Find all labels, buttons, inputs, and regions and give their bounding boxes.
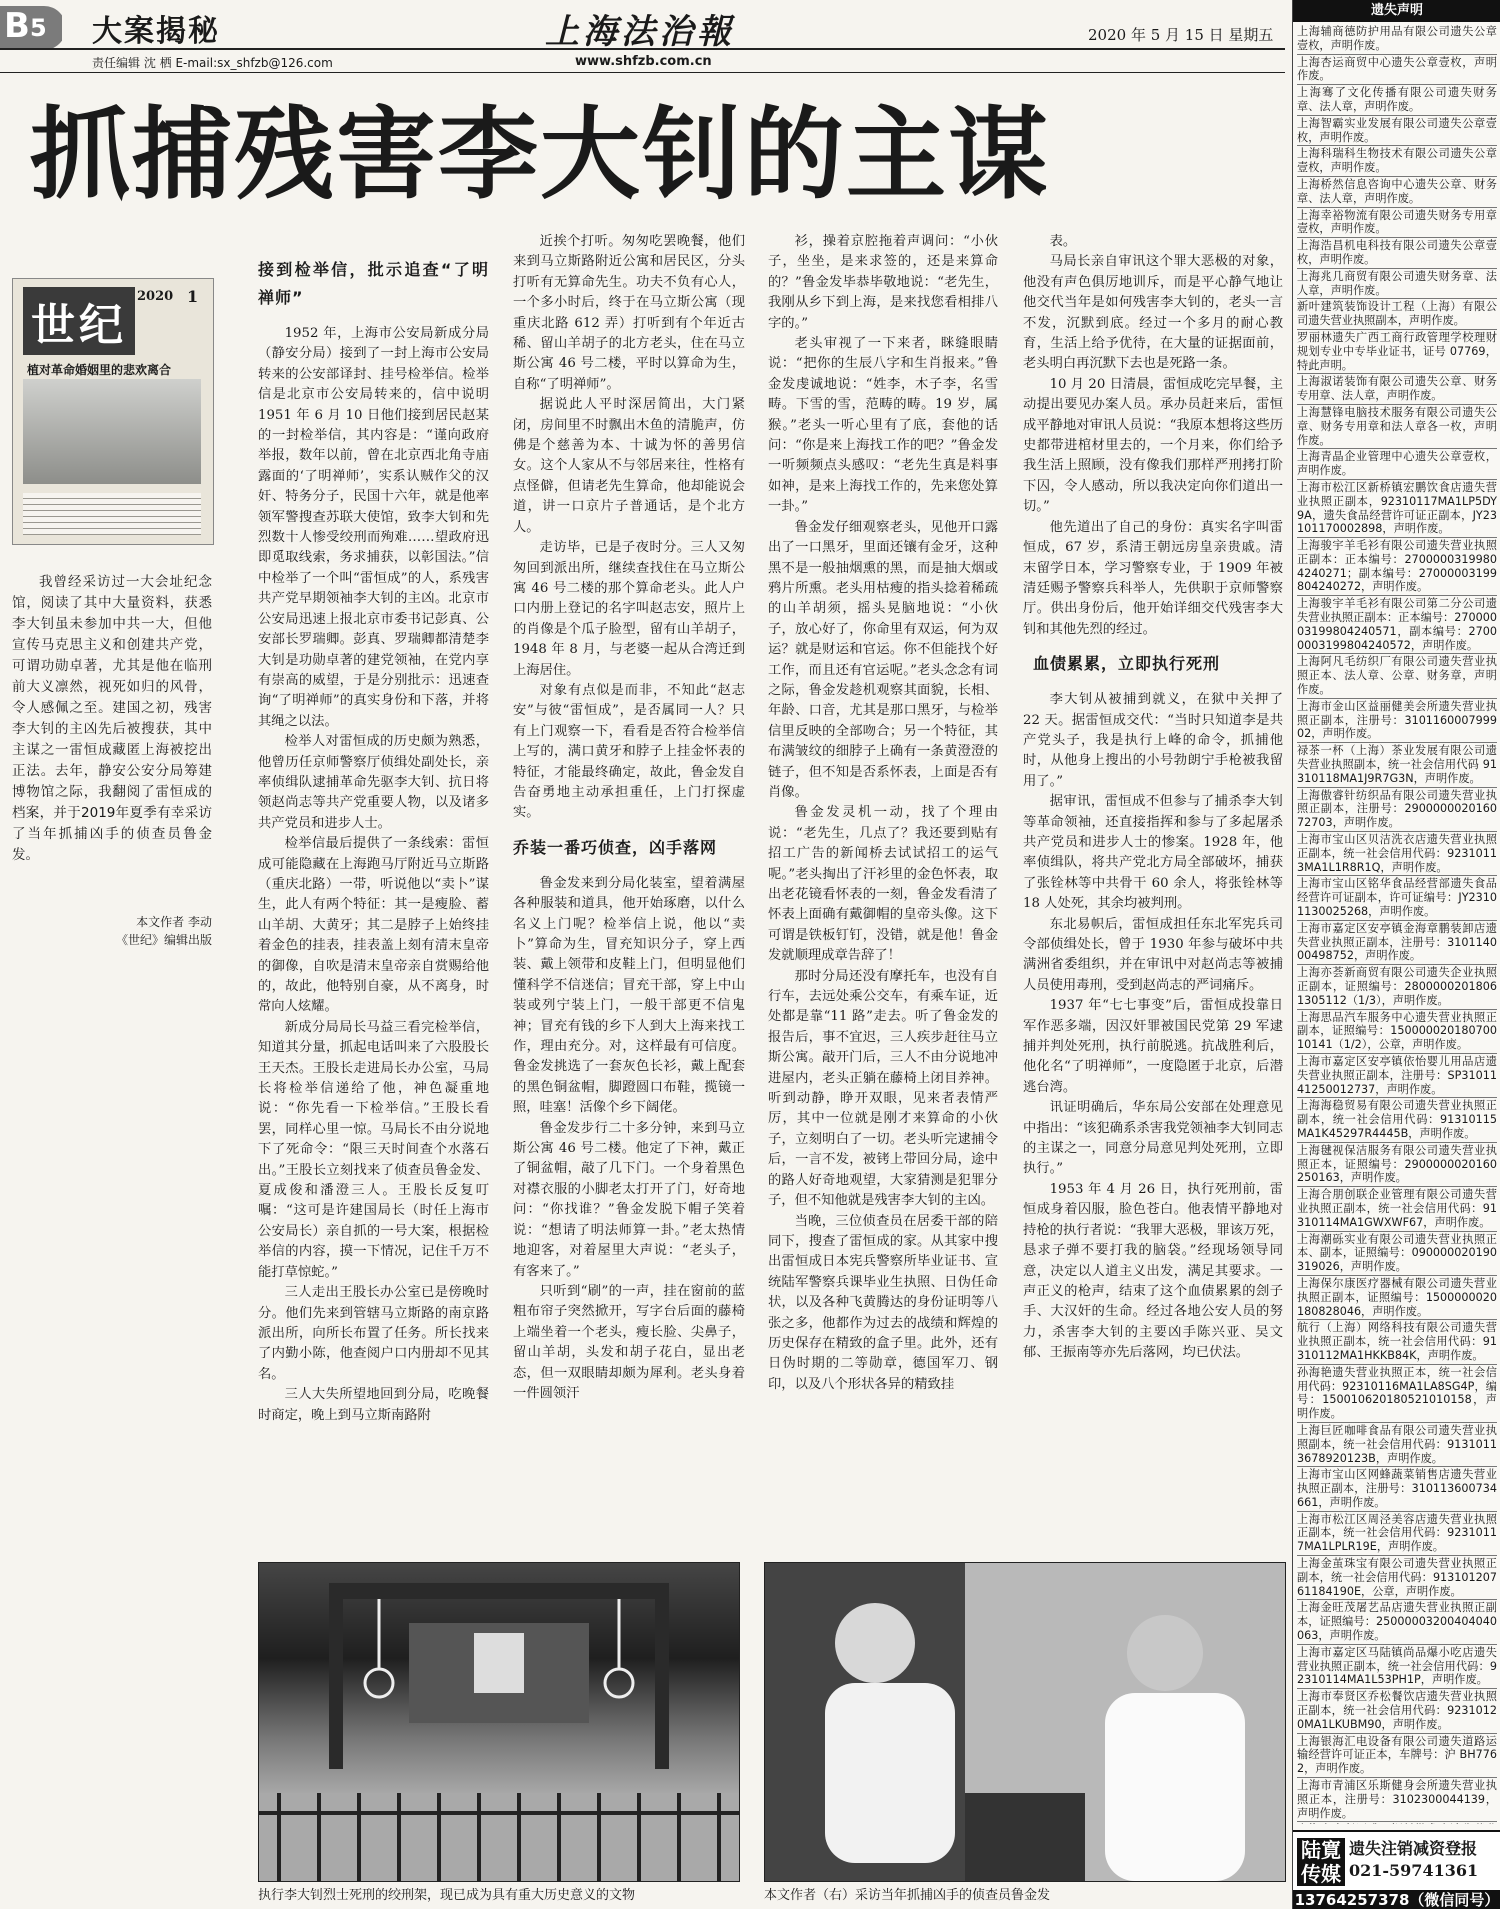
page-number: 5 [30, 14, 47, 42]
gallows-illustration [259, 1563, 739, 1881]
classified-ad: 上海桥然信息咨询中心遗失公章、财务章、法人章，声明作废。 [1297, 177, 1497, 208]
article-paragraph: 近挨个打听。匆匆吃罢晚餐，他们来到马立斯路附近公寓和居民区，分头打听有无算命先生。功夫不负有心人，一个多小时后，终于在马立斯公寓（现重庆北路 612 弄）打听到有个年近古稀、留山羊胡子的北方老头，住在马立斯公寓 46 号二楼，平时以算命为生，自称“了明禅师”。 [513, 234, 745, 392]
byline-author: 本文作者 李动 [136, 915, 212, 929]
classified-ad: 上海淑诺装饰有限公司遗失公章、财务专用章、法人章，声明作废。 [1297, 374, 1497, 405]
header-rule-top [0, 48, 1285, 50]
cover-subtitle: 植对革命婚姻里的悲欢离合 [27, 363, 172, 377]
article-paragraph: 鲁金发仔细观察老头，见他开口露出了一口黑牙，里面还镶有金牙，这种黑不是一般抽烟熏的黑，而是抽大烟或鸦片所熏。老头用枯瘦的指头捻着稀疏的山羊胡须，摇头晃脑地说：“小伙子，放心好了，你命里有双运，何为双运？就是财运和官运。你不但能找个好工作，而且还有官运呢。”老头念念有词之际，鲁金发趁机观察其面貌，长相、年龄、口音，尤其是那口黑牙，与检举信里反映的全部吻合；另一个特征，其布满皱纹的细脖子上确有一条黄澄澄的链子，但不知是否系怀表，上面是否有肖像。 [768, 519, 998, 800]
cover-magazine-name: 世纪 [23, 287, 135, 355]
magazine-cover-image [12, 278, 214, 545]
article-paragraph: 1952 年，上海市公安局新成分局（静安分局）接到了一封上海市公安局转来的公安部译封、挂号检举信。检举信是北京市公安局转来的，信中说明 1951 年 6 月 10 日他们接到居民赵某的一封检举信，其内容是：“谨向政府举报，数年以前，曾在北京西北角寺庙露面的‘了明禅师’，实系认贼作父的汉奸、特务分子，民国十六年，就是他率领军警搜查苏联大使馆，致李大钊和先烈数十人惨受绞刑而殉难……望政府迅即觅取线索，务求捕获，以彰国法。”信中检举了一个叫“雷恒成”的人，系残害共产党早期领袖李大钊的主凶。北京市公安局迅速上报北京市委书记彭真、公安部长罗瑞卿。彭真、罗瑞卿都清楚李大钊是功勋卓著的建党领袖，在党内享有崇高的威望，于是分别批示：迅速查询“了明禅师”的真实身份和下落，并将其绳之以法。 [258, 326, 489, 729]
article-paragraph: 鲁金发来到分局化装室，望着满屋各种服装和道具，他开始琢磨，以什么名义上门呢？检举信上说，他以“卖卜”算命为生，冒充知识分子，穿上西装、戴上领带和皮鞋上门，但明显他们懂科学不信迷信；冒充干部，穿上中山装或列宁装上门，一般干部更不信鬼神；冒充有钱的乡下人到大上海来找工作，理由充分。对，这样最有可信度。鲁金发挑选了一套灰色长衫，戴上配套的黑色铜盆帽，脚蹬圆口布鞋，揽镜一照，哇塞！活像个乡下阔佬。 [513, 875, 745, 1116]
classified-ad: 上海浩昌机电科技有限公司遗失公章壹枚，声明作废。 [1297, 238, 1497, 269]
photo-caption-1: 执行李大钊烈士死刑的绞刑架，现已成为具有重大历史意义的文物 [258, 1888, 636, 1903]
classified-ad: 上海保尔康医疗器械有限公司遗失营业执照正副本，证照编号：1500000020180828046，声明作废。 [1297, 1276, 1497, 1320]
article-paragraph: 他先道出了自己的身份：真实名字叫雷恒成，67 岁，系清王朝远房皇亲贵戚。清末留学日本，学习警察专业，于 1909 年被清廷赐予警察兵科举人，先供职于京师警察厅。供出身份后，他开始详细交代残害李大钊和其他先烈的经过。 [1023, 519, 1283, 637]
intro-text: 我曾经采访过一大会址纪念馆，阅读了其中大量资料，获悉李大钊虽未参加中共一大，但他宣传马克思主义和创建共产党，可谓功勋卓著，尤其是他在临刑前大义凛然，视死如归的风骨，令人感佩之至。建国之初，残害李大钊的主凶先后被搜获，其中主谋之一雷恒成藏匿上海被挖出正法。去年，静安公安分局筹建博物馆之际，我翻阅了雷恒成的档案，并于2019年夏季有幸采访了当年抓捕凶手的侦查员鲁金发。 [12, 574, 212, 863]
classified-ad: 新叶建筑装饰设计工程（上海）有限公司遗失营业执照副本，声明作废。 [1297, 299, 1497, 330]
gallows-photo [258, 1562, 740, 1882]
editor-line: 责任编辑 沈 栖 E-mail:sx_shfzb@126.com [92, 56, 333, 70]
classified-ad: 上海辅商德防护用品有限公司遗失公章壹枚，声明作废。 [1297, 24, 1497, 55]
header-rule-bottom [0, 72, 1285, 73]
section-title: 大案揭秘 [92, 14, 220, 49]
classified-ad: 上海科瑞科生物技术有限公司遗失公章壹枚，声明作废。 [1297, 146, 1497, 177]
article-paragraph: 三人走出王股长办公室已是傍晚时分。他们先来到管辖马立斯路的南京路派出所，向所长布置了任务。所长找来了内勤小陈，他查阅户口内册却不见其名。 [258, 1285, 489, 1382]
author-intro [12, 572, 212, 866]
article-paragraph: 据说此人平时深居简出，大门紧闭，房间里不时飘出木鱼的清脆声，仿佛是个慈善为本、十诚为怀的善男信女。这个人家从不与邻居来往，性格有点怪僻，但请老先生算命，他却能说会道，讲一口京片子普通话，是个北方人。 [513, 397, 745, 535]
newspaper-masthead: 上海法治報 [545, 12, 735, 52]
classified-ad: 上海骞了文化传播有限公司遗失财务章、法人章，声明作废。 [1297, 85, 1497, 116]
article-paragraph: 东北易帜后，雷恒成担任东北军宪兵司令部侦缉处长，曾于 1930 年参与破坏中共满洲省委组织，并在审讯中对赵尚志等被捕人员使用毒刑，受到赵尚志的严词痛斥。 [1023, 916, 1283, 993]
article-column-2 [513, 232, 745, 1554]
col3-body [768, 232, 998, 1395]
ad-slogan-text: 遗失注销减资登报 [1349, 1839, 1478, 1858]
subheading-3: 血债累累，立即执行死刑 [1033, 654, 1221, 674]
cover-photo [23, 379, 201, 484]
article-paragraph: 三人大失所望地回到分局，吃晚餐时商定，晚上到马立斯南路附 [258, 1387, 489, 1423]
classified-ad: 上海潮砾实业有限公司遗失营业执照正本、副本，证照编号：090000020190319026，声明作废。 [1297, 1232, 1497, 1276]
classified-ad: 上海市嘉定区安亭镇金海章鹏装卸店遗失营业执照正副本，注册号：310114000498752，声明作废。 [1297, 921, 1497, 965]
cover-text-block [23, 493, 201, 535]
website-url: www.shfzb.com.cn [575, 54, 712, 69]
article-paragraph: 对象有点似是而非，不知此“赵志安”与彼“雷恒成”，是否属同一人？只有上门观察一下，看看是否符合检举信上写的，满口黄牙和脖子上挂金怀表的特征，才能最终确定，故此，鲁金发自告奋勇地主动承担重任，上门打探虚实。 [513, 682, 745, 821]
article-paragraph: 鲁金发灵机一动，找了个理由说：“老先生，几点了？我还要到贴有招工广告的新闻桥去试试招工的运气呢。”老头掏出了汗衫里的金色怀表，取出老花镜看怀表的一刻，鲁金发看清了怀表上面确有戴御帽的皇帝头像。这下可谓是铁板钉钉，没错，就是他！鲁金发就顺理成章告辞了！ [768, 805, 998, 964]
article-paragraph: 鲁金发步行二十多分钟，来到马立斯公寓 46 号二楼。他定了下神，戴正了铜盆帽，敲了几下门。一个身着黑色对襟衣服的小脚老太打开了门，好奇地问：“你找谁？”鲁金发脱下帽子笑着说：“想请了明法师算一卦。”老太热情地迎客，对着屋里大声说：“老头子，有客来了。” [513, 1120, 745, 1279]
classified-ad: 上海兆几商贸有限公司遗失财务章、法人章，声明作废。 [1297, 269, 1497, 300]
classified-ad: 上海骏宇羊毛衫有限公司第二分公司遗失营业执照正副本：正本编号：27000003199804240571，副本编号：27000003199804240572，声明作废。 [1297, 596, 1497, 654]
cover-issue: 1 [187, 287, 199, 306]
classified-ad: 上海市奉贤区乔松餐饮店遗失营业执照正副本，统一社会信用代码：92310120MA1LKUBM90，声明作废。 [1297, 1689, 1497, 1733]
interview-photo [764, 1562, 1286, 1882]
article-paragraph: 检举信最后提供了一条线索：雷恒成可能隐藏在上海跑马厅附近马立斯路（重庆北路）一带，听说他以“卖卜”谋生，此人有两个特征：其一是瘦脸、蓄山羊胡、大黄牙；其二是脖子上始终挂着金色的挂表，挂表盖上刻有清末皇帝的御像，自吹是清末皇帝亲自赏赐给他的，故此，他特别自豪，从不离身，时常向人炫耀。 [258, 836, 489, 1015]
classifieds-footer [1293, 1830, 1500, 1909]
classified-ad: 上海巨匠咖啡食品有限公司遗失营业执照副本，统一社会信用代码：91310113678920123B，声明作废。 [1297, 1423, 1497, 1467]
classified-ad: 上海市嘉定区安亭镇依怡婴儿用品店遗失营业执照正副本，注册号：SP3101141250012737，声明作废。 [1297, 1054, 1497, 1098]
article-paragraph: 据审讯，雷恒成不但参与了捕杀李大钊等革命领袖，还直接指挥和参与了多起屠杀共产党员和进步人士的惨案。1928 年，他率侦缉队，将共产党北方局全部破坏，捕获了张铨林等中共骨干 60 余人，将张铨林等 18 人处死，其余均被判刑。 [1023, 794, 1283, 912]
classified-ad: 上海亦荟新商贸有限公司遗失企业执照正副本，证照编号：28000002018061305112（1/3），声明作废。 [1297, 965, 1497, 1009]
classified-ad: 上海合朋创联企业管理有限公司遗失营业执照正副本，统一社会信用代码：91310114MA1GWXWF67，声明作废。 [1297, 1187, 1497, 1231]
classified-ad: 上海杏运商贸中心遗失公章壹枚，声明作废。 [1297, 55, 1497, 86]
article-paragraph: 马局长亲自审讯这个罪大恶极的对象，他没有声色俱厉地训斥，而是平心静气地让他交代当年是如何残害李大钊的，老头一言不发，沉默到底。经过一个多月的耐心教育，生活上给予优待，在大量的证据面前，老头明白再沉默下去也是死路一条。 [1023, 254, 1283, 372]
article-column-4 [1023, 232, 1283, 1554]
ad-phone-mobile: 13764257378（微信同号） [1294, 1891, 1500, 1909]
classified-ad: 上海金旺茂屠艺品店遗失营业执照正副本，证照编号：25000003200404040063，声明作废。 [1297, 1600, 1497, 1644]
classified-ad [1297, 1822, 1497, 1824]
col2-body-b [513, 874, 745, 1405]
classified-ad: 上海傲睿针纺织品有限公司遗失营业执照正副本，注册号：290000002016072703，声明作废。 [1297, 788, 1497, 832]
classified-ad: 上海市松江区新桥镇宏鹏饮食店遗失营业执照正副本，92310117MA1LP5DY9A，遗失食品经营许可证正副本，JY23101170002898，声明作废。 [1297, 480, 1497, 538]
classified-ad: 上海市青浦区乐斯健身会所遗失营业执照正本，注册号：3102300044139，声明作废。 [1297, 1778, 1497, 1822]
classified-ad: 上海市松江区周泾美容店遗失营业执照正副本，统一社会信用代码：92310117MA1LPLR19E，声明作废。 [1297, 1512, 1497, 1556]
classified-ad: 上海银海汇电设备有限公司遗失道路运输经营许可证正本，车牌号：沪 BH7762，声明作废。 [1297, 1734, 1497, 1778]
article-headline: 抓捕残害李大钊的主谋 [30, 96, 1050, 213]
byline [12, 913, 212, 949]
classified-ad: 上海市宝山区铭华食品经营部遗失食品经营许可证副本，许可证编号：JY23101130025268，声明作废。 [1297, 876, 1497, 920]
page-letter: B [4, 6, 30, 46]
article-paragraph: 讯证明确后，华东局公安部在处理意见中指出：“该犯确系杀害我党领袖李大钊同志的主谋之一，同意分局意见判处死刑，立即执行。” [1023, 1100, 1283, 1177]
article-paragraph: 老头审视了一下来者，眯缝眼睛说：“把你的生辰八字和生肖报来。”鲁金发虔诚地说：“姓李，木子李，名雪畴。下雪的雪，范畴的畴。19 岁，属猴。”老头一听心里有了底，套他的话问：“你是来上海找工作的吧？”鲁金发一听频频点头感叹：“老先生真是料事如神，是来上海找工作的，先来您处算一卦。” [768, 336, 998, 515]
article-column-3 [768, 232, 998, 1554]
classified-ad: 上海金茧珠宝有限公司遗失营业执照正副本，统一社会信用代码：91310120761184190E，公章，声明作废。 [1297, 1556, 1497, 1600]
classifieds-column [1292, 0, 1500, 1909]
classified-ad: 上海阿凡毛纺织厂有限公司遗失营业执照正本、法人章、公章、财务章，声明作废。 [1297, 654, 1497, 698]
ad-phone-landline: 021-59741361 [1349, 1861, 1479, 1880]
classified-ad: 罗丽林遗失广西工商行政管理学校理财规划专业中专毕业证书，证号 07769，特此声明。 [1297, 330, 1497, 374]
subheading-2: 乔装一番巧侦查，凶手落网 [513, 837, 718, 857]
byline-publisher: 《世纪》编辑出版 [115, 933, 212, 947]
article-paragraph: 检举人对雷恒成的历史颇为熟悉，他曾历任京师警察厅侦缉处副处长，亲率侦缉队逮捕革命先驱李大钊、抗日将领赵尚志等共产党重要人物，以及诸多共产党员和进步人士。 [258, 734, 489, 831]
col2-body-a [513, 232, 745, 824]
classified-ad: 上海慧锋电脑技术服务有限公司遗失公章、财务专用章和法人章各一枚，声明作废。 [1297, 405, 1497, 449]
classified-ad: 孙海艳遗失营业执照正本，统一社会信用代码：92310116MA1LA8SG4P，编号：150010620180521010158，声明作废。 [1297, 1365, 1497, 1423]
classifieds-list [1297, 24, 1497, 1824]
ad-agency-logo: 陆寛传媒 [1297, 1838, 1345, 1886]
classifieds-header: 遗失声明 [1293, 0, 1500, 22]
classified-ad: 上海市嘉定区马陆镇尚品爆小吃店遗失营业执照正副本，统一社会信用代码：92310114MA1L53PH1P，声明作废。 [1297, 1645, 1497, 1689]
classified-ad: 上海海稳贸易有限公司遗失营业执照正副本，统一社会信用代码：91310115MA1K45297R4445B，声明作废。 [1297, 1098, 1497, 1142]
article-paragraph: 只听到“刷”的一声，挂在窗前的蓝粗布帘子突然掀开，写字台后面的藤椅上端坐着一个老头，瘦长脸、尖鼻子，留山羊胡，头发和胡子花白，显出老态，但一双眼睛却颇为犀利。老头身着一件圆领汗 [513, 1283, 745, 1401]
article-paragraph: 那时分局还没有摩托车，也没有自行车，去远处乘公交车，有乘车证，近处都是靠“11 路”走去。听了鲁金发的报告后，事不宜迟，三人疾步赶往马立斯公寓。敲开门后，三人不由分说地冲进屋内，老头正躺在藤椅上闭目养神。听到动静，睁开双眼，见来者表情严厉，其中一位就是刚才来算命的小伙子，立刻明白了一切。老头听完逮捕令后，一言不发，被铐上带回分局，途中的路人好奇地观望，大家猜测是犯罪分子，但不知他就是残害李大钊的主凶。 [768, 968, 998, 1209]
article-paragraph: 表。 [1049, 234, 1077, 249]
col4-body-a [1023, 232, 1283, 640]
classified-ad: 上海市宝山区网蜂蔬菜销售店遗失营业执照正副本，注册号：310113600734661，声明作废。 [1297, 1467, 1497, 1511]
article-paragraph: 李大钊从被捕到就义，在狱中关押了 22 天。据雷恒成交代：“当时只知道李是共产党头子，我是执行上峰的命令，抓捕他时，从他身上搜出的小号勃朗宁手枪被我留用了。” [1023, 692, 1283, 789]
classified-ad: 禄茶一杯（上海）茶业发展有限公司遗失营业执照副本，统一社会信用代码 91310118MA1J9R7G3N，声明作废。 [1297, 743, 1497, 787]
article-paragraph: 衫，操着京腔拖着声调问：“小伙子，坐坐，是来求签的，还是来算命的？”鲁金发毕恭毕敬地说：“老先生，我刚从乡下到上海，是来找您看相排八字的。” [768, 234, 998, 331]
article-paragraph: 1953 年 4 月 26 日，执行死刑前，雷恒成身着囚服，脸色苍白。他表情平静地对持枪的执行者说：“我罪大恶极，罪该万死，恳求子弹不要打我的脑袋。”经现场领导同意，决定以人道主义出发，满足其要求。一声正义的枪声，结束了这个血债累累的刽子手、大汉奸的生命。经过各地公安人员的努力，杀害李大钊的主要凶手陈兴亚、吴文郁、王振南等亦先后落网，均已伏法。 [1023, 1181, 1283, 1361]
classified-ad: 上海市宝山区贝洁洗衣店遗失营业执照正副本，统一社会信用代码：92310113MA1L1R8R1Q，声明作废。 [1297, 832, 1497, 876]
classified-ad: 上海毽视保洁服务有限公司遗失营业执照正本，证照编号：2900000020160250163，声明作废。 [1297, 1143, 1497, 1187]
interview-illustration [765, 1563, 1285, 1881]
classified-ad: 上海骏宇羊毛衫有限公司遗失营业执照正副本：正本编号：27000003199804240271；副本编号：27000003199804240272，声明作废。 [1297, 538, 1497, 596]
cover-year: 2020 [137, 289, 174, 304]
article-paragraph: 当晚，三位侦查员在居委干部的陪同下，搜查了雷恒成的家。从其家中搜出雷恒成日本宪兵警察所毕业证书、宣统陆军警察兵课毕业生执照、日伪任命状，以及各种飞黄腾达的身份证明等八张之多，他都作为过去的战绩和辉煌的历史保存在精致的盒子里。此外，还有日伪时期的二等勋章，德国军刀、钢印，以及八个形状各异的精致挂 [768, 1213, 998, 1392]
classified-ad: 上海幸裕物流有限公司遗失财务专用章壹枚，声明作废。 [1297, 208, 1497, 239]
article-paragraph: 走访毕，已是子夜时分。三人又匆匆回到派出所，继续查找住在马立斯公寓 46 号二楼的那个算命老头。此人户口内册上登记的名字叫赵志安，照片上的肖像是个瓜子脸型，留有山羊胡子，1948 年 8 月，与老婆一起从合湾迁到上海居住。 [513, 540, 745, 678]
col4-body-b [1023, 690, 1283, 1363]
photo-caption-2: 本文作者（右）采访当年抓捕凶手的侦查员鲁金发 [764, 1888, 1051, 1903]
classified-ad: 上海青晶企业管理中心遗失公章壹枚，声明作废。 [1297, 449, 1497, 480]
col1-body [258, 324, 489, 1426]
classified-ad: 上海智霸实业发展有限公司遗失公章壹枚，声明作废。 [1297, 116, 1497, 147]
subheading-1: 接到检举信，批示追查“了明禅师” [258, 260, 489, 307]
issue-date: 2020 年 5 月 15 日 星期五 [1088, 26, 1274, 44]
ad-agency-slogan [1349, 1838, 1499, 1882]
article-paragraph: 新成分局局长马益三看完检举信，知道其分量，抓起电话叫来了六股股长王天杰。王股长走进局长办公室，马局长将检举信递给了他，神色凝重地说：“你先看一下检举信。”王股长看罢，同样心里一惊。马局长不由分说地下了死命令：“限三天时间查个水落石出。”王股长立刻找来了侦查员鲁金发、夏成俊和潘澄三人。王股长反复叮嘱：“这可是许建国局长（时任上海市公安局长）亲自抓的一号大案，根据检举信的内容，摸一下情况，记住千万不能打草惊蛇。” [258, 1019, 489, 1280]
article-column-1 [258, 246, 489, 1551]
classified-ad: 航行（上海）网络科技有限公司遗失营业执照正副本，统一社会信用代码：91310112MA1HKKB84K，声明作废。 [1297, 1320, 1497, 1364]
classified-ad: 上海市金山区益丽健美会所遗失营业执照正副本，注册号：310116000799902，声明作废。 [1297, 699, 1497, 743]
article-paragraph: 1937 年“七七事变”后，雷恒成投靠日军作恶多端，因汉奸罪被国民党第 29 军逮捕并判处死刑，执行前脱逃。抗战胜利后，他化名“了明禅师”，一度隐匿于北京，后潜逃台湾。 [1023, 998, 1283, 1095]
classified-ad: 上海思品汽车服务中心遗失营业执照正副本，证照编号：15000002018070010141（1/2），公章，声明作废。 [1297, 1010, 1497, 1054]
article-paragraph: 10 月 20 日清晨，雷恒成吃完早餐，主动提出要见办案人员。承办员赶来后，雷恒成平静地对审讯人员说：“我原本想将这些历史都带进棺材里去的，一个月来，你们给予我生活上照顾，没有像我们那样严刑拷打阶下囚，令人感动，所以我决定向你们道出一切。” [1023, 376, 1283, 515]
